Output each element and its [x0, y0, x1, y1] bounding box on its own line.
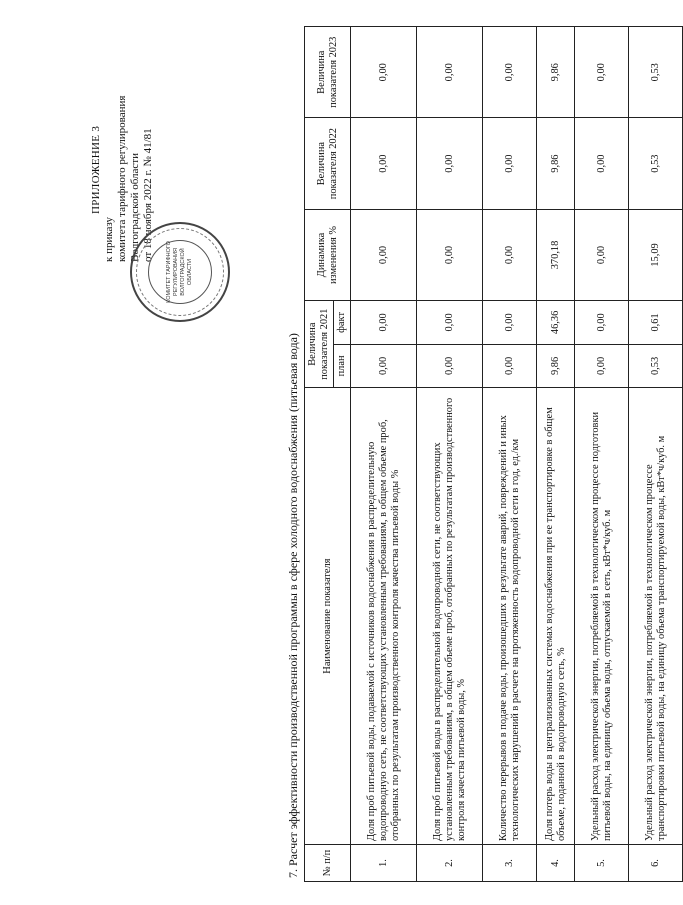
row-dynamics: 15,09	[629, 209, 683, 300]
row-plan: 0,00	[351, 344, 417, 388]
table-row	[351, 27, 417, 882]
row-plan: 9,86	[537, 344, 575, 388]
header-num: № п/п	[305, 845, 351, 882]
appendix-title: ПРИЛОЖЕНИЕ 3	[90, 125, 102, 214]
seal-text: КОМИТЕТ ТАРИФНОГО РЕГУЛИРОВАНИЯ ВОЛГОГРАДСКОЙ ОБЛАСТИ	[166, 241, 193, 303]
row-2022: 0,53	[629, 118, 683, 209]
row-plan: 0,00	[483, 344, 537, 388]
row-plan: 0,00	[417, 344, 483, 388]
table-header-row	[305, 27, 334, 882]
appendix-header	[90, 22, 155, 262]
row-plan: 0,53	[629, 344, 683, 388]
row-2022: 0,00	[483, 118, 537, 209]
header-fact: факт	[334, 301, 351, 345]
row-name: Количество перерывов в подаче воды, произошедших в результате аварий, повреждений и иных технологических нарушений в расчете на протяженность водопроводной сети в год, ед./км	[483, 388, 537, 845]
header-2021: Величина показателя 2021	[305, 301, 334, 388]
row-fact: 0,00	[417, 301, 483, 345]
row-num: 3.	[483, 845, 537, 882]
rotated-landscape-content	[90, 22, 667, 882]
row-name: Доля потерь воды в централизованных системах водоснабжения при ее транспортировке в общем объеме, поданной в водопроводную сеть, %	[537, 388, 575, 845]
row-2023: 0,00	[417, 27, 483, 118]
row-fact: 0,00	[575, 301, 629, 345]
row-2023: 0,00	[351, 27, 417, 118]
row-dynamics: 370,18	[537, 209, 575, 300]
row-2023: 0,00	[483, 27, 537, 118]
row-dynamics: 0,00	[483, 209, 537, 300]
row-2023: 9,86	[537, 27, 575, 118]
row-name: Удельный расход электрической энергии, потребляемой в технологическом процессе транспортировки питьевой воды, на единицу объема транспортируемой воды, кВт*ч/куб. м	[629, 388, 683, 845]
row-name: Удельный расход электрической энергии, потребляемой в технологическом процессе подготовки питьевой воды, на единицу объема воды, отпускаемой в сеть, кВт*ч/куб. м	[575, 388, 629, 845]
row-2023: 0,53	[629, 27, 683, 118]
row-num: 4.	[537, 845, 575, 882]
header-2022: Величина показателя 2022	[305, 118, 351, 209]
seal-ring	[136, 228, 224, 316]
row-num: 5.	[575, 845, 629, 882]
header-dynamics: Динамика изменения %	[305, 209, 351, 300]
row-2022: 0,00	[575, 118, 629, 209]
row-2022: 0,00	[417, 118, 483, 209]
row-name: Доля проб питьевой воды в распределительной водопроводной сети, не соответствующих установленным требованиям, в общем объеме проб, отобранных по результатам производственного контроля качества питьевой воды, %	[417, 388, 483, 845]
efficiency-table	[304, 26, 683, 882]
row-num: 6.	[629, 845, 683, 882]
row-fact: 0,61	[629, 301, 683, 345]
appendix-line-1: к приказу	[103, 216, 115, 262]
table-row	[537, 27, 575, 882]
row-fact: 0,00	[351, 301, 417, 345]
row-2022: 9,86	[537, 118, 575, 209]
row-2023: 0,00	[575, 27, 629, 118]
row-num: 2.	[417, 845, 483, 882]
row-num: 1.	[351, 845, 417, 882]
header-2023: Величина показателя 2023	[305, 27, 351, 118]
section-caption: 7. Расчет эффективности производственной программы в сфере холодного водоснабжения (питьевая вода)	[286, 333, 300, 878]
row-name: Доля проб питьевой воды, подаваемой с источников водоснабжения в распределительную водопроводную сеть, не соответствующих установленным требованиям, в общем объеме проб, отобранных по результатам производственного контроля качества питьевой воды %	[351, 388, 417, 845]
table-row	[417, 27, 483, 882]
row-dynamics: 0,00	[575, 209, 629, 300]
header-name: Наименование показателя	[305, 388, 351, 845]
appendix-line-3: Волгоградской области	[129, 153, 141, 262]
appendix-line-4: от 18 ноября 2022 г. № 41/81	[142, 128, 154, 262]
table-row	[575, 27, 629, 882]
appendix-line-2: комитета тарифного регулирования	[116, 95, 128, 262]
row-2022: 0,00	[351, 118, 417, 209]
table-row	[629, 27, 683, 882]
table-row	[483, 27, 537, 882]
row-fact: 46,36	[537, 301, 575, 345]
official-seal-stamp	[130, 222, 230, 322]
header-plan: план	[334, 344, 351, 388]
row-fact: 0,00	[483, 301, 537, 345]
row-plan: 0,00	[575, 344, 629, 388]
row-dynamics: 0,00	[351, 209, 417, 300]
row-dynamics: 0,00	[417, 209, 483, 300]
